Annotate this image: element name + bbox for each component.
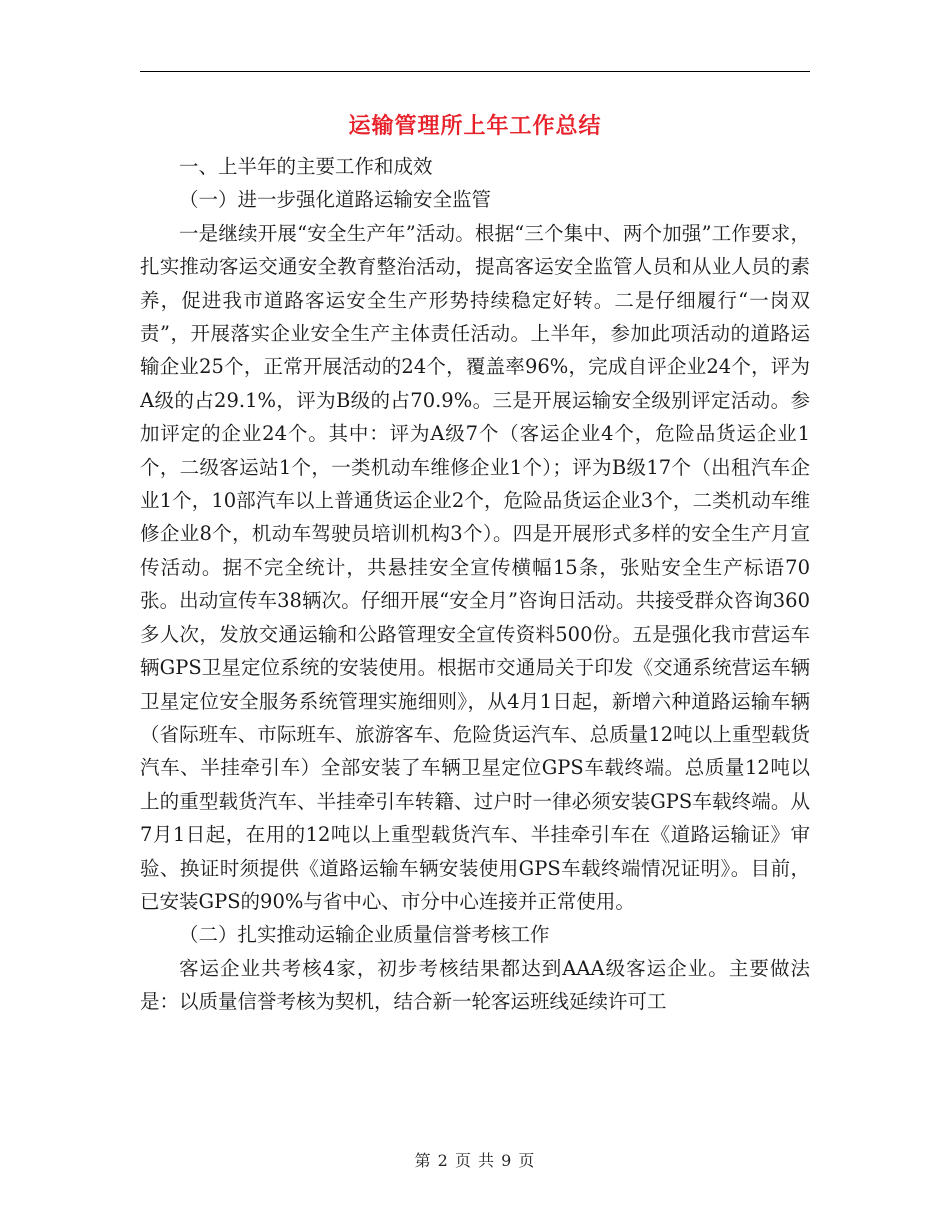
document-title: 运输管理所上年工作总结 <box>348 113 602 139</box>
subsection-heading: （二）扎实推动运输企业质量信誉考核工作 <box>179 923 550 947</box>
section-heading: 一、上半年的主要工作和成效 <box>179 155 433 178</box>
body-paragraph: 客运企业共考核4家，初步考核结果都达到AAA级客运企业。主要做法是：以质量信誉考核为契机，结合新一轮客运班线延续许可工 <box>140 956 810 1014</box>
subsection-heading: （一）进一步强化道路运输安全监管 <box>179 188 492 212</box>
document-body <box>140 150 810 1019</box>
header-rule <box>140 71 810 72</box>
page-number: 第 2 页 共 9 页 <box>414 1151 536 1170</box>
body-paragraph: 一是继续开展“安全生产年”活动。根据“三个集中、两个加强”工作要求，扎实推动客运交通安全教育整治活动，提高客运安全监管人员和从业人员的素养，促进我市道路客运安全生产形势持续稳定好转。二是仔细履行“一岗双责”，开展落实企业安全生产主体责任活动。上半年，参加此项活动的道路运输企业25个，正常开展活动的24个，覆盖率96%，完成自评企业24个，评为A级的占29.1%，评为B级的占70.9%。三是开展运输安全级别评定活动。参加评定的企业24个。其中：评为A级7个（客运企业4个，危险品货运企业1个，二级客运站1个，一类机动车维修企业1个）；评为B级17个（出租汽车企业1个，10部汽车以上普通货运企业2个，危险品货运企业3个，二类机动车维修企业8个，机动车驾驶员培训机构3个）。四是开展形式多样的安全生产月宣传活动。据不完全统计，共悬挂安全宣传横幅15条，张贴安全生产标语70张。出动宣传车38辆次。仔细开展“安全月”咨询日活动。共接受群众咨询360多人次，发放交通运输和公路管理安全宣传资料500份。五是强化我市营运车辆GPS卫星定位系统的安装使用。根据市交通局关于印发《交通系统营运车辆卫星定位安全服务系统管理实施细则》，从4月1日起，新增六种道路运输车辆（省际班车、市际班车、旅游客车、危险货运汽车、总质量12吨以上重型载货汽车、半挂牵引车）全部安装了车辆卫星定位GPS车载终端。总质量12吨以上的重型载货汽车、半挂牵引车转籍、过户时一律必须安装GPS车载终端。从7月1日起，在用的12吨以上重型载货汽车、半挂牵引车在《道路运输证》审验、换证时须提供《道路运输车辆安装使用GPS车载终端情况证明》。目前，已安装GPS的90%与省中心、市分中心连接并正常使用。 <box>140 221 810 913</box>
